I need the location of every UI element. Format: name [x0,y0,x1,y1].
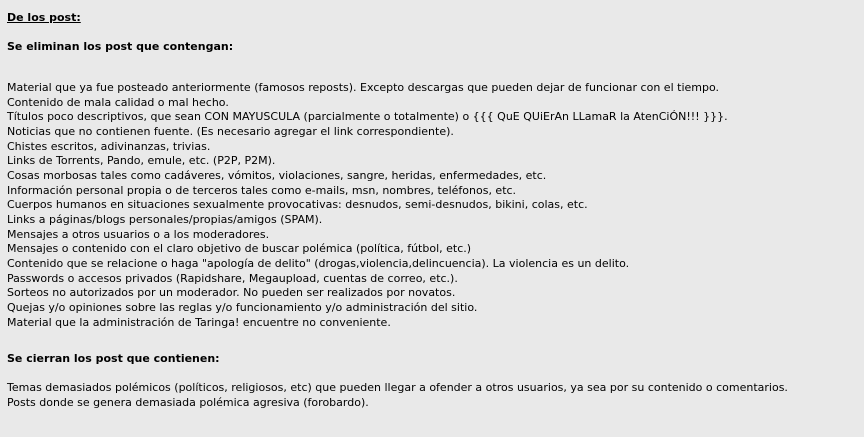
list-item: Material que ya fue posteado anteriormente (famosos reposts). Excepto descargas que pueden dejar de funcionar con el tiempo. [7,81,719,94]
section-title: De los post: [7,11,81,24]
cierran-heading: Se cierran los post que contienen: [7,352,220,365]
cierran-list [7,381,788,410]
list-item: Passwords o accesos privados (Rapidshare, Megaupload, cuentas de correo, etc.). [7,271,458,285]
list-item: Contenido de mala calidad o mal hecho. [7,95,229,109]
list-item: Links de Torrents, Pando, emule, etc. (P2P, P2M). [7,154,276,168]
list-item: Quejas y/o opiniones sobre las reglas y/o funcionamiento y/o administración del sitio. [7,300,478,314]
list-item: Links a páginas/blogs personales/propias/amigos (SPAM). [7,212,323,226]
list-item: Información personal propia o de terceros tales como e-mails, msn, nombres, teléfonos, etc. [7,183,517,197]
list-item: Posts donde se genera demasiada polémica agresiva (forobardo). [7,395,369,409]
eliminan-heading: Se eliminan los post que contengan: [7,40,234,53]
list-item: Cosas morbosas tales como cadáveres, vómitos, violaciones, sangre, heridas, enfermedades, etc. [7,168,547,182]
list-item: Mensajes o contenido con el claro objetivo de buscar polémica (política, fútbol, etc.) [7,242,472,256]
list-item: Temas demasiados polémicos (políticos, religiosos, etc) que pueden llegar a ofender a otros usuarios, ya sea por su contenido o comentarios. [7,381,788,394]
list-item: Material que la administración de Taringa! encuentre no conveniente. [7,315,391,329]
list-item: Sorteos no autorizados por un moderador. No pueden ser realizados por novatos. [7,286,456,300]
eliminan-list [7,81,728,330]
list-item: Noticias que no contienen fuente. (Es necesario agregar el link correspondiente). [7,124,454,138]
list-item: Contenido que se relacione o haga "apología de delito" (drogas,violencia,delincuencia). La violencia es un delito. [7,256,630,270]
rules-document [7,0,864,437]
list-item: Mensajes a otros usuarios o a los moderadores. [7,227,270,241]
list-item: Chistes escritos, adivinanzas, trivias. [7,139,211,153]
list-item: Títulos poco descriptivos, que sean CON MAYUSCULA (parcialmente o totalmente) o {{{ QuE QUiErAn LLamaR la AtenCiÓN!!! }}}. [7,110,728,124]
list-item: Cuerpos humanos en situaciones sexualmente provocativas: desnudos, semi-desnudos, bikini, colas, etc. [7,198,588,212]
